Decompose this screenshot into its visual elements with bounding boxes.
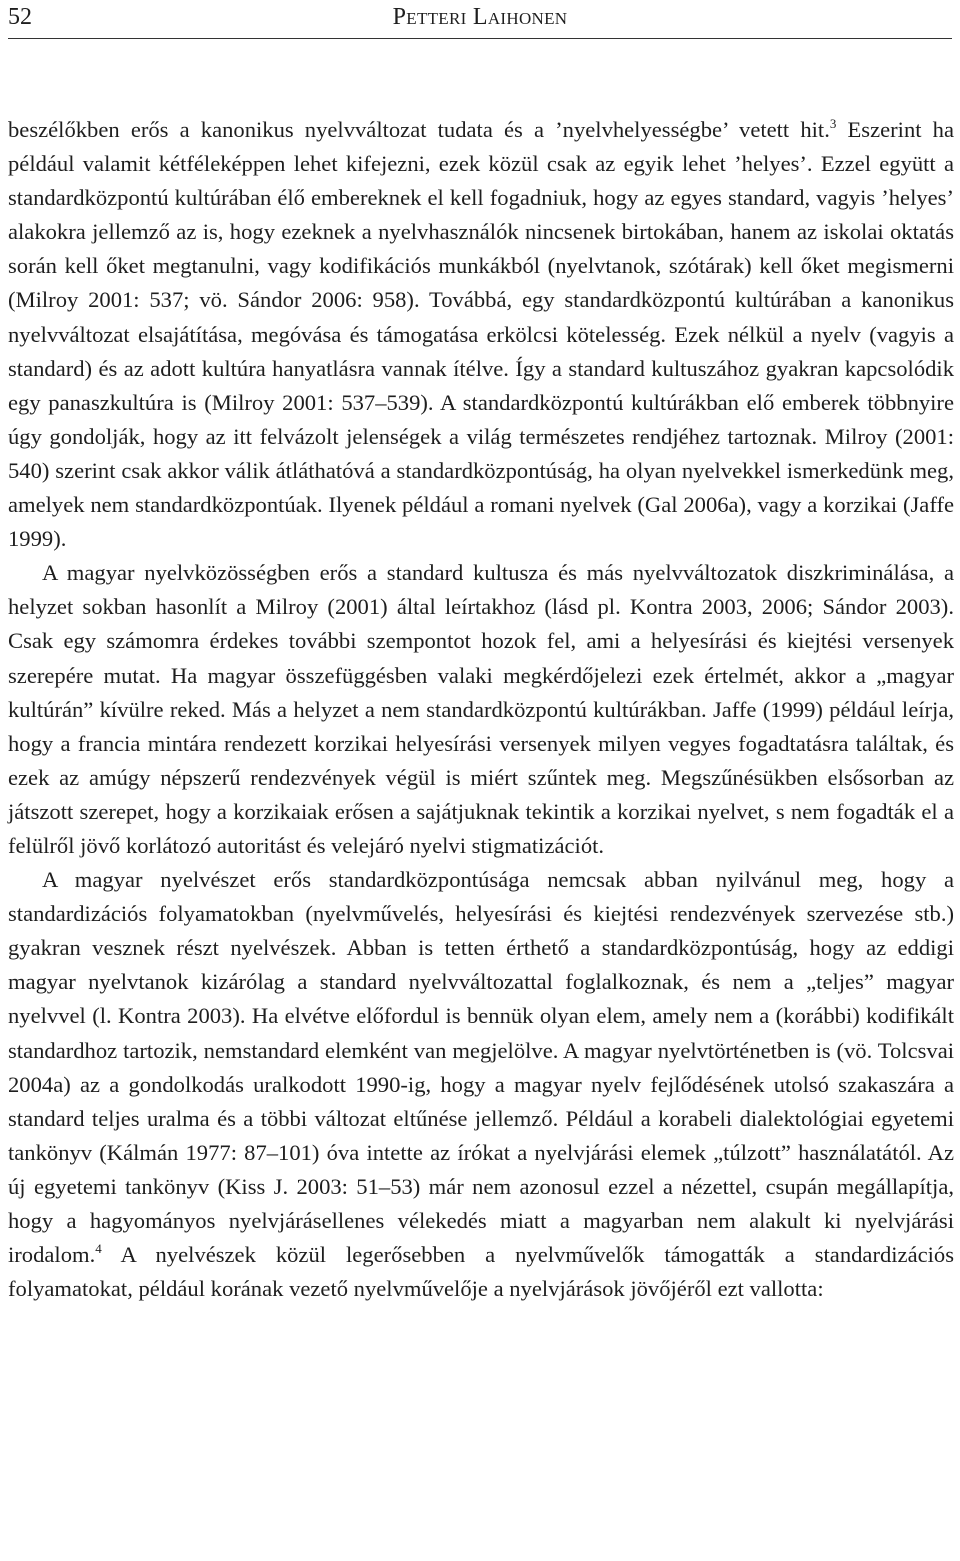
paragraph <box>8 113 954 556</box>
body-text <box>8 113 954 1306</box>
running-head: Petteri Laihonen <box>392 4 568 30</box>
page-header <box>8 0 952 39</box>
text-run: A magyar nyelvközösségben erős a standard kultusza és más nyelvváltozatok diszkriminálása, a helyzet sokban hasonlít a Milroy (2001) által leírtakhoz (lásd pl. Kontra 2003, 2006; Sándor 2003). Csak egy számomra érdekes további szempontot hozok fel, ami a helyesírási és kiejtési versenyek szerepére mutat. Ha magyar összefüggésben valaki megkérdőjelezi ezek értelmét, akkor a „magyar kultúrán” kívülre reked. Más a helyzet a nem standardközpontú kultúrákban. Jaffe (1999) például leírja, hogy a francia mintára rendezett korzikai helyesírási versenyek milyen vegyes fogadtatásra találtak, és ezek az amúgy népszerű rendezvények végül is miért szűntek meg. Megszűnésükben elsősorban az játszott szerepet, hogy a korzikaiak erősen a sajátjuknak tekintik a korzikai nyelvet, s nem fogadták el a felülről jövő korlátozó autoritást és velejáró nyelvi stigmatizációt. <box>8 560 954 858</box>
paragraph <box>8 556 954 863</box>
paragraph <box>8 863 954 1306</box>
footnote-ref[interactable]: 4 <box>95 1241 102 1257</box>
page-number: 52 <box>8 4 32 30</box>
text-run: beszélőkben erős a kanonikus nyelvváltozat tudata és a ’nyelvhelyességbe’ vetett hit. <box>8 117 830 142</box>
footnote-ref[interactable]: 3 <box>829 116 837 131</box>
text-run: Eszerint ha például valamit kétféleképpen lehet kifejezni, ezek közül csak az egyik lehet ’helyes’. Ezzel együtt a standardközpontú kultúrában élő embereknek el kell fogadniuk, hogy az egyes standard, vagyis ’helyes’ alakokra jellemző az is, hogy ezeknek a nyelvhasználók nincsenek birtokában, hanem az iskolai oktatás során kell őket megtanulni, vagy kodifikációs munkákból (nyelvtanok, szótárak) kell őket megismerni (Milroy 2001: 537; vö. Sándor 2006: 958). Továbbá, egy standardközpontú kultúrában a kanonikus nyelvváltozat elsajátítása, megóvása és támogatása erkölcsi kötelesség. Ezek nélkül a nyelv (vagyis a standard) és az adott kultúra hanyatlásra vannak ítélve. Így a standard kultuszához gyakran kapcsolódik egy panaszkultúra is (Milroy 2001: 537–539). A standardközpontú kultúrákban elő emberek többnyire úgy gondolják, hogy az itt felvázolt jelenségek a világ természetes rendjéhez tartoznak. Milroy (2001: 540) szerint csak akkor válik átláthatóvá a standardközpontúság, ha olyan nyelvekkel ismerkedünk meg, amelyek nem standardközpontúak. Ilyenek például a romani nyelvek (Gal 2006a), vagy a korzikai (Jaffe 1999). <box>8 117 955 552</box>
text-run: A magyar nyelvészet erős standardközpontúsága nemcsak abban nyilvánul meg, hogy a standardizációs folyamatokban (nyelvművelés, helyesírási és kiejtési rendezvények szervezése stb.) gyakran vesznek részt nyelvészek. Abban is tetten érthető a standardközpontúság, hogy az eddigi magyar nyelvtanok kizárólag a standard nyelvváltozattal foglalkoznak, és nem a „teljes” magyar nyelvvel (l. Kontra 2003). Ha elvétve előfordul is bennük olyan elem, amely nem a (korábbi) kodifikált standardhoz tartozik, nemstandard elemként van megjelölve. A magyar nyelvtörténetben is (vö. Tolcsvai 2004a) az a gondolkodás uralkodott 1990-ig, hogy a magyar nyelv fejlődésének utolsó szakaszára a standard teljes uralma és a többi változat eltűnése jellemző. Például a korabeli dialektológiai egyetemi tankönyv (Kálmán 1977: 87–101) óva intette az írókat a nyelvjárási elemek „túlzott” használatától. Az új egyetemi tankönyv (Kiss J. 2003: 51–53) már nem azonosul ezzel a nézettel, csupán megállapítja, hogy a hagyományos nyelvjárásellenes vélekedés miatt a magyarban nem alakult ki nyelvjárási irodalom. <box>8 867 954 1268</box>
text-run: A nyelvészek közül legerősebben a nyelvművelők támogatták a standardizációs folyamatokat, például korának vezető nyelvművelője a nyelvjárások jövőjéről ezt vallotta: <box>8 1242 954 1302</box>
